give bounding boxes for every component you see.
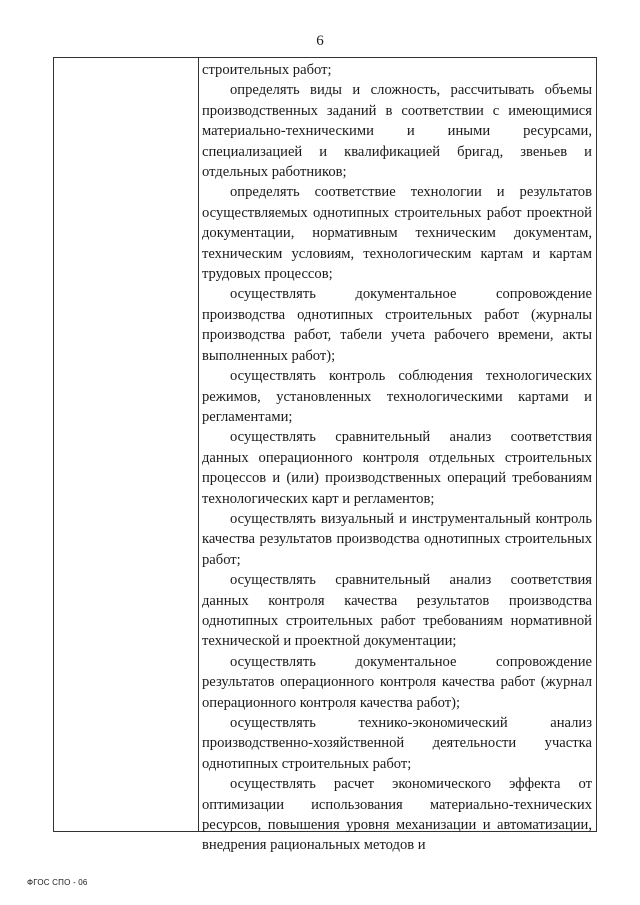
paragraph: осуществлять визуальный и инструментальный контроль качества результатов производства однотипных строительных работ; [202,510,592,568]
paragraph: осуществлять контроль соблюдения технологических режимов, установленных технологическими картами и регламентами; [202,368,592,425]
page-number: 6 [316,33,324,49]
paragraph: осуществлять документальное сопровождение производства однотипных строительных работ (журналы производства работ, табели учета рабочего времени, акты выполненных работ); [202,286,592,364]
column-divider [198,58,199,831]
paragraph: осуществлять расчет экономического эффекта от оптимизации использования материально-технических ресурсов, повышения уровня механизации и автоматизации, внедрения рациональных методов и [202,776,592,854]
right-cell-content [202,60,592,856]
paragraph: осуществлять документальное сопровождение результатов операционного контроля качества работ (журнал операционного контроля качества работ); [202,653,592,711]
footer-document-code: ФГОС СПО - 06 [27,878,88,887]
paragraph: осуществлять сравнительный анализ соответствия данных контроля качества результатов производства однотипных строительных работ требованиям нормативной технической и проектной документации; [202,572,592,650]
paragraph-continuation: строительных работ; [202,62,332,78]
paragraph: осуществлять сравнительный анализ соответствия данных операционного контроля отдельных строительных процессов и (или) производственных операций требованиям технологических карт и регламентов; [202,429,592,507]
paragraph: определять виды и сложность, рассчитывать объемы производственных заданий в соответствии с имеющимися материально-техническими и иными ресурсами, специализацией и квалификацией бригад, звеньев и отдельных работников; [202,82,592,181]
paragraph: осуществлять технико-экономический анализ производственно-хозяйственной деятельности участка однотипных строительных работ; [202,715,592,772]
paragraph: определять соответствие технологии и результатов осуществляемых однотипных строительных работ проектной документации, нормативным техническим документам, техническим условиям, технологическим картам и картам трудовых процессов; [202,184,592,283]
requirements-table [53,57,597,854]
